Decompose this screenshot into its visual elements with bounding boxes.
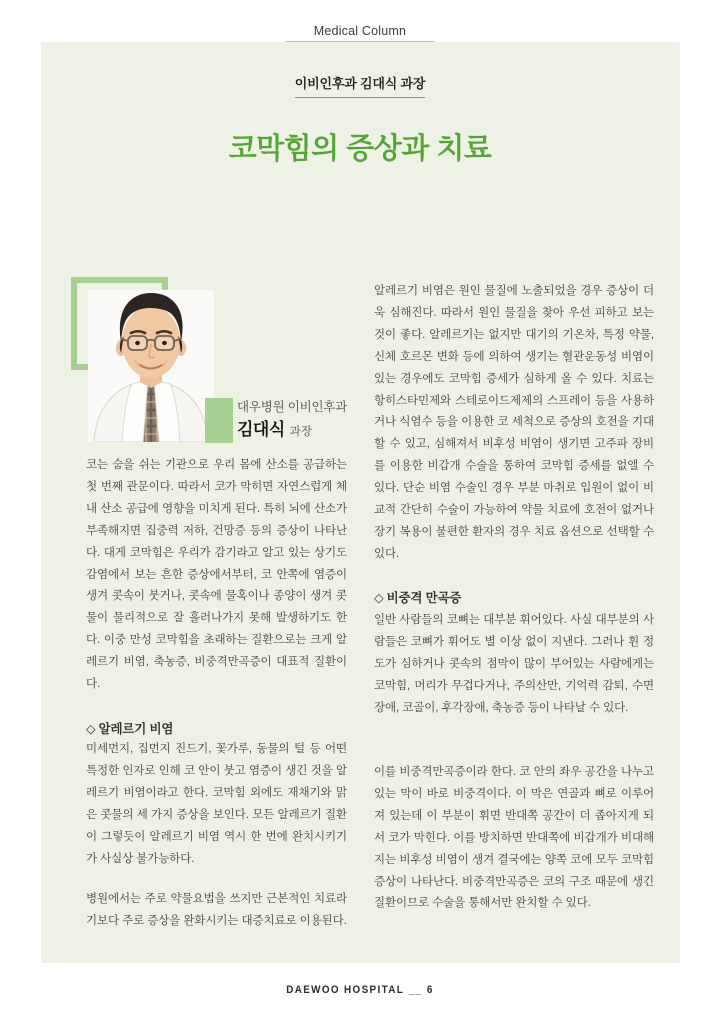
- author-job-title: 과장: [289, 426, 312, 438]
- intro-paragraph: 코는 숨을 쉬는 기관으로 우리 몸에 산소를 공급하는 첫 번째 관문이다. 따라서 코가 막히면 자연스럽게 체내 산소 공급에 영향을 미치게 된다. 특히 뇌에 산소가 부족해지면 집중력 저하, 건망증 등의 증상이 나타난다. 대게 코막힘은 우리가 감기라고 알고 있는 상기도 감염에서 보는 흔한 증상에서부터, 코 안쪽에 염증이 생겨 콧속이 붓거나, 콧속에 물혹이나 종양이 생겨 콧물이 물리적으로 잘 흘러나가지 못해 발생하기도 한다. 이중 만성 코막힘을 초래하는 질환으로는 크게 알레르기 비염, 축농증, 비중격만곡증이 대표적 질환이다.: [86, 459, 347, 691]
- allergic-rhinitis-paragraph-2: 병원에서는 주로 약물요법을 쓰지만 근본적인 치료라기보다 주로 증상을 완화시키는 대증치료로 이용된다.: [86, 893, 347, 927]
- septum-deviation-paragraph-2: 이를 비중격만곡증이라 한다. 코 안의 좌우 공간을 나누고 있는 막이 바로 비중격이다. 이 막은 연골과 뼈로 이루어져 있는데 이 부분이 휘면 반대쪽 공간이 더 좁아지게 되서 코가 막힌다. 이를 방치하면 반대쪽에 비갑개가 비대해지는 비후성 비염이 생겨 결국에는 양쪽 코에 모두 코막힘 증상이 나타난다. 비중격만곡증은 코의 구조 때문에 생긴 질환이므로 수술을 통해서만 완치할 수 있다.: [374, 766, 654, 910]
- subtitle-underline: [295, 97, 425, 98]
- doctor-portrait-illustration: [88, 290, 214, 442]
- author-name: 김대식: [237, 420, 285, 439]
- section-heading-allergic-rhinitis: ◇ 알레르기 비염: [86, 722, 174, 736]
- author-name-line: [237, 415, 312, 440]
- septum-deviation-paragraph-1: 일반 사람들의 코뼈는 대부분 휘어있다. 사실 대부분의 사람들은 코뼈가 휘어도 별 이상 없이 지낸다. 그러나 휜 정도가 심하거나 콧속의 점막이 많이 부어있는 사람에게는 코막힘, 머리가 무겁다거나, 주의산만, 기억력 감퇴, 수면장애, 코골이, 후각장애, 축농증 등이 나타날 수 있다.: [374, 614, 654, 714]
- author-affiliation: 대우병원 이비인후과: [237, 400, 348, 414]
- section-heading-septum-deviation: ◇ 비중격 만곡증: [374, 591, 462, 605]
- page-footer: [0, 984, 720, 996]
- page-title: 코막힘의 증상과 치료: [228, 133, 492, 165]
- footer-brand: DAEWOO HOSPITAL: [286, 984, 405, 996]
- treatment-paragraph: 알레르기 비염은 원인 물질에 노출되었을 경우 증상이 더욱 심해진다. 따라서 원인 물질을 찾아 우선 피하고 보는 것이 좋다. 알레르기는 없지만 대기의 기온차, 특정 약물, 신체 호르몬 변화 등에 의하여 생기는 혈관운동성 비염이 있는 경우에도 코막힘 증세가 심하게 올 수 있다. 치료는 항히스타민제와 스테로이드제제의 스프레이 등을 사용하거나 식염수 등을 이용한 코 세척으로 증상의 호전을 기대할 수 있고, 심해져서 비후성 비염이 생기면 고주파 장비를 이용한 비갑개 수술을 통하여 코막힘 증세를 없앨 수 있다. 단순 비염 수술인 경우 부분 마취로 입원이 없이 비교적 간단히 수술이 가능하여 약물 치료에 호전이 없거나 장기 복용이 불편한 환자의 경우 치료 옵션으로 선택할 수 있다.: [374, 285, 654, 560]
- article-subtitle: 이비인후과 김대식 과장: [294, 76, 426, 91]
- column-category-label: Medical Column: [313, 24, 407, 38]
- allergic-rhinitis-paragraph-1: 미세먼지, 집먼지 진드기, 꽃가루, 동물의 털 등 어떤 특정한 인자로 인해 코 안이 붓고 염증이 생긴 것을 알레르기 비염이라고 한다. 코막힘 외에도 재채기와 맑은 콧물의 세 가지 증상을 보인다. 모든 알레르기 질환이 그렇듯이 알레르기 비염 역시 한 번에 완치시키기가 사실상 불가능하다.: [86, 743, 347, 865]
- footer-separator: __: [408, 984, 423, 996]
- footer-page-number: 6: [426, 984, 434, 996]
- doctor-photo: [88, 290, 214, 442]
- photo-frame-accent: [205, 398, 233, 443]
